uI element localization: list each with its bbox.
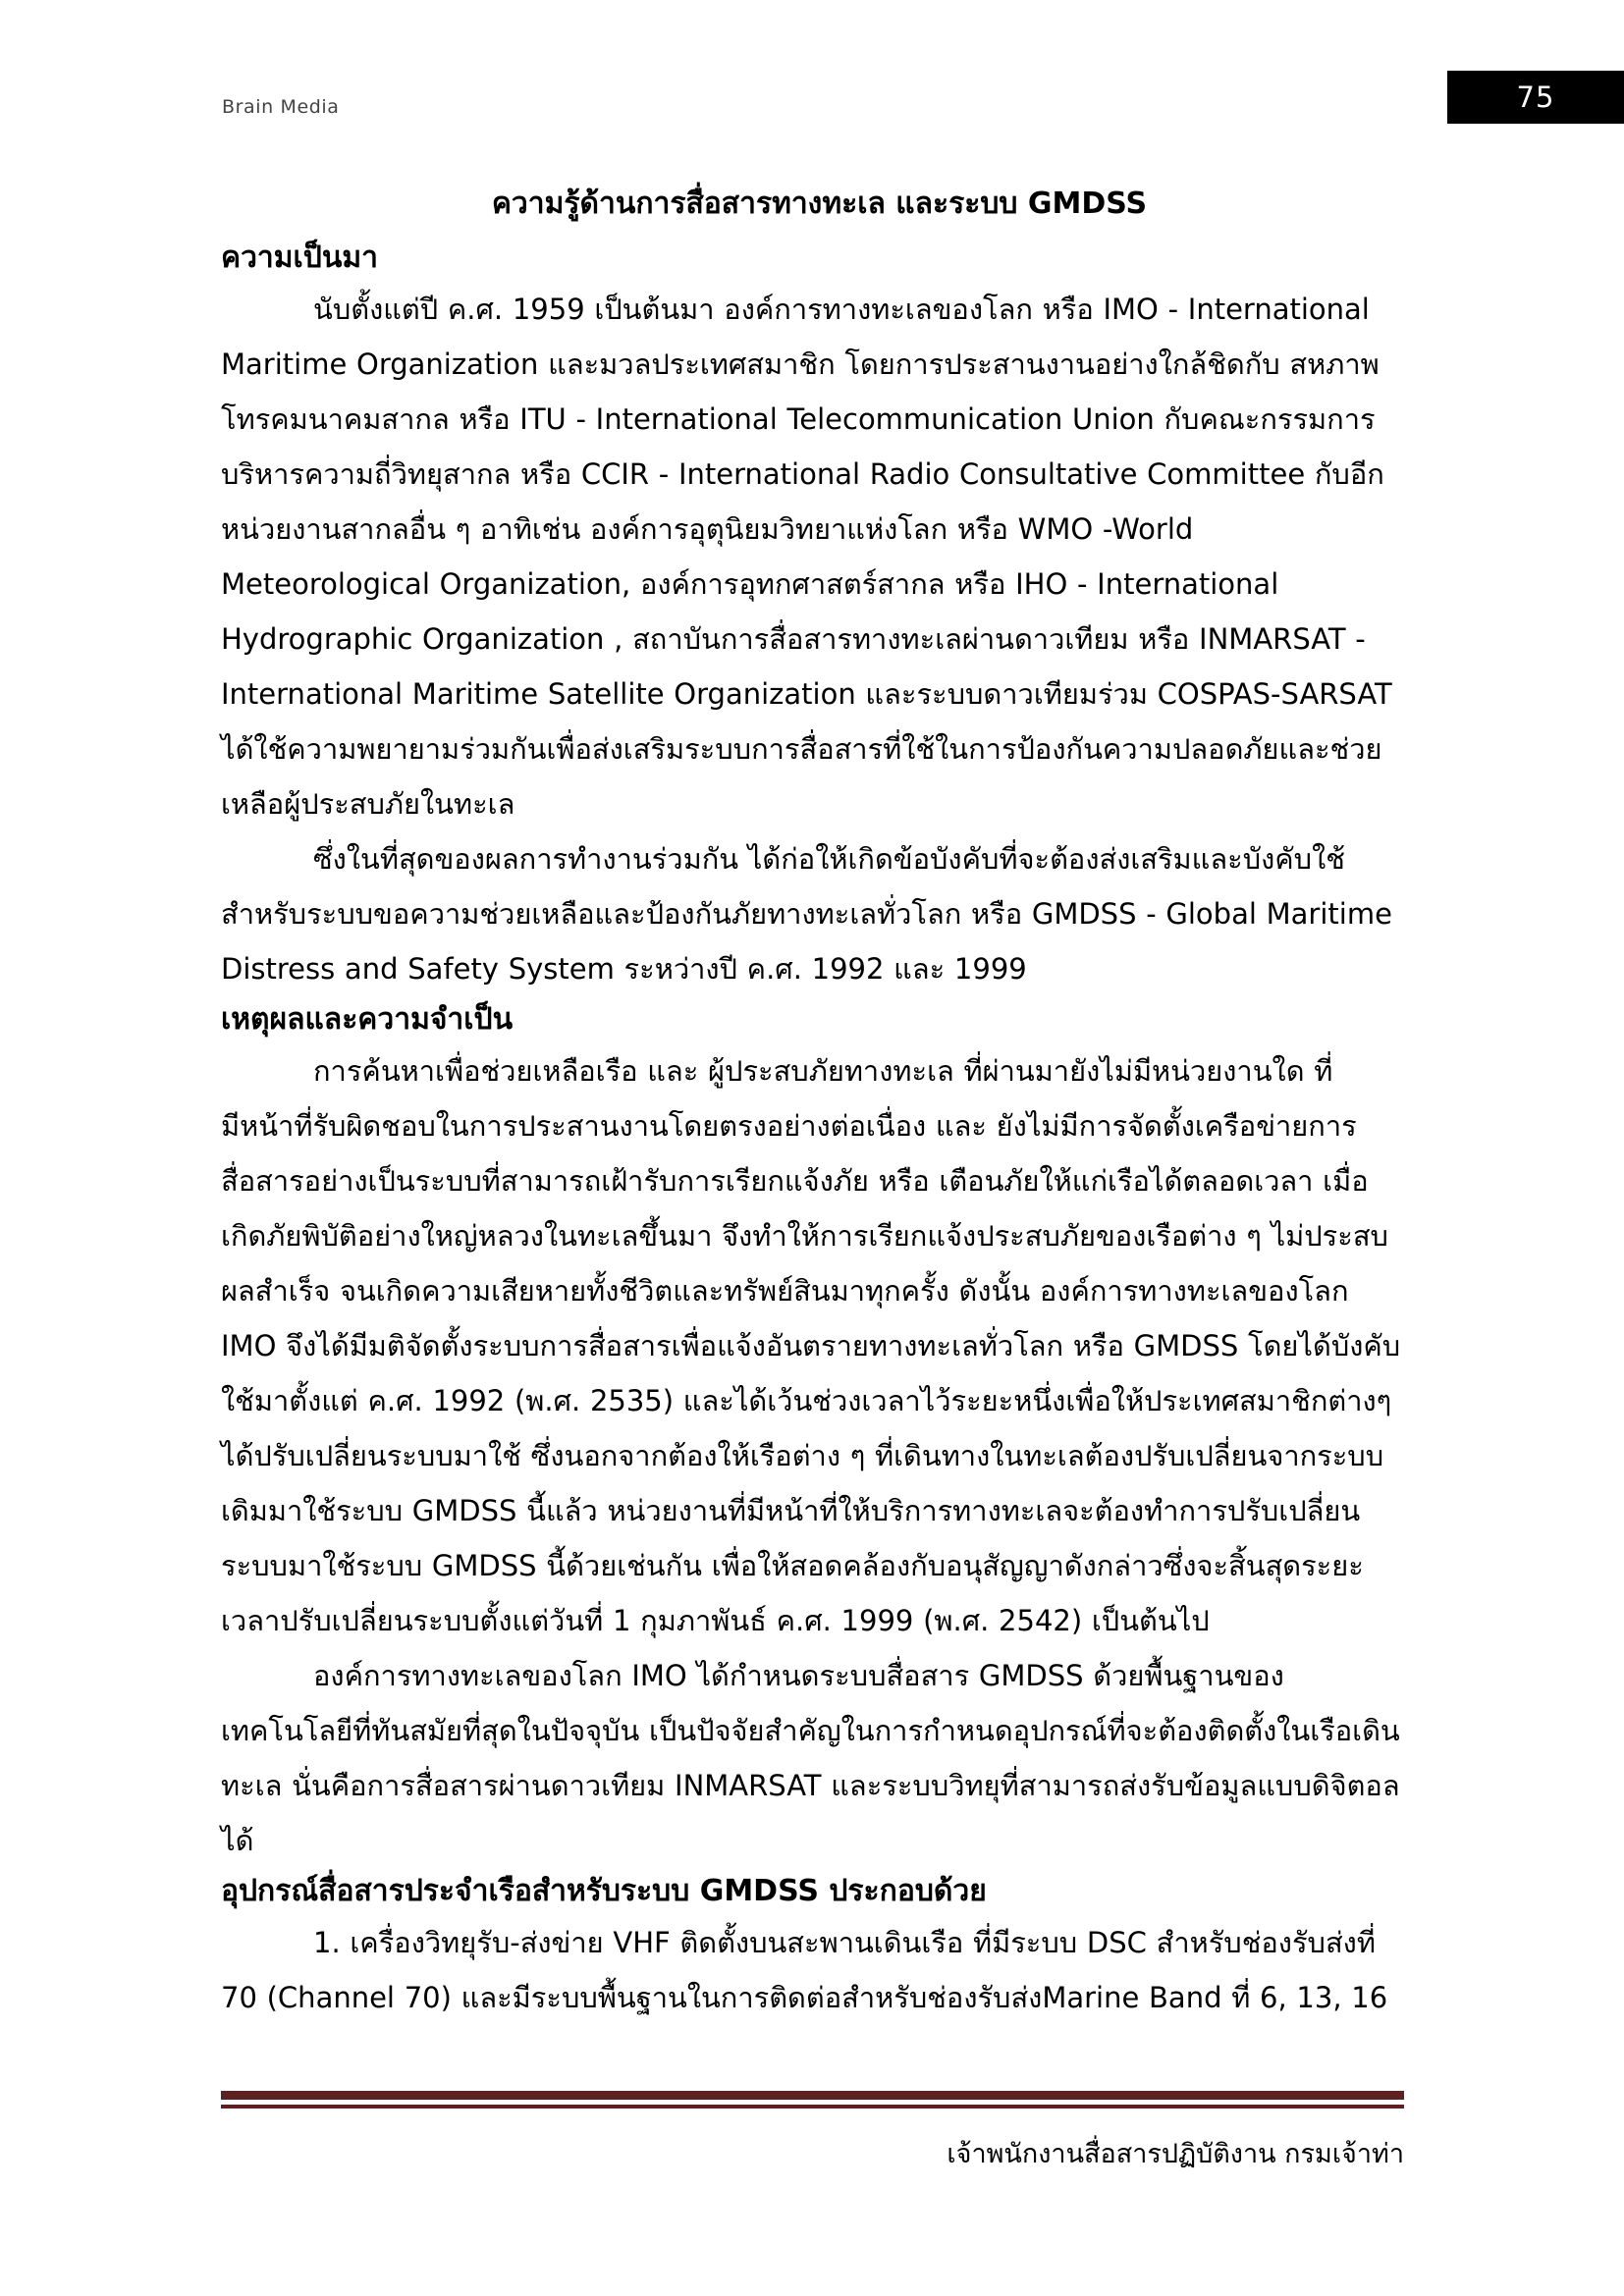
paragraph xyxy=(221,831,1404,996)
document-body xyxy=(221,183,1404,2025)
header-brand-label: Brain Media xyxy=(222,96,340,118)
paragraph-text: ซึ่งในที่สุดของผลการทำงานร่วมกัน ได้ก่อให้เกิดข้อบังคับที่จะต้องส่งเสริมและบังคับใช้สำหรับระบบขอความช่วยเหลือและป้องกันภัยทางทะเลทั่วโลก หรือ GMDSS - Global Maritime Distress and Safety System ระหว่างปี ค.ศ. 1992 และ 1999 xyxy=(221,841,1392,986)
paragraph xyxy=(221,1648,1404,1868)
footer-attribution: เจ้าพนักงานสื่อสารปฏิบัติงาน กรมเจ้าท่า xyxy=(947,2139,1404,2169)
page-footer xyxy=(221,2091,1404,2174)
paragraph-text: การค้นหาเพื่อช่วยเหลือเรือ และ ผู้ประสบภัยทางทะเล ที่ผ่านมายังไม่มีหน่วยงานใด ที่มีหน้าที่รับผิดชอบในการประสานงานโดยตรงอย่างต่อเนื่อง และ ยังไม่มีการจัดตั้งเครือข่ายการสื่อสารอย่างเป็นระบบที่สามารถเฝ้ารับการเรียกแจ้งภัย หรือ เตือนภัยให้แก่เรือได้ตลอดเวลา เมื่อเกิดภัยพิบัติอย่างใหญ่หลวงในทะเลขึ้นมา จึงทำให้การเรียกแจ้งประสบภัยของเรือต่าง ๆ ไม่ประสบผลสำเร็จ จนเกิดความเสียหายทั้งชีวิตและทรัพย์สินมาทุกครั้ง ดังนั้น องค์การทางทะเลของโลก IMO จึงได้มีมติจัดตั้งระบบการสื่อสารเพื่อแจ้งอันตรายทางทะเลทั่วโลก หรือ GMDSS โดยได้บังคับใช้มาตั้งแต่ ค.ศ. 1992 (พ.ศ. 2535) และได้เว้นช่วงเวลาไว้ระยะหนึ่งเพื่อให้ประเทศสมาชิกต่างๆ ได้ปรับเปลี่ยนระบบมาใช้ ซึ่งนอกจากต้องให้เรือต่าง ๆ ที่เดินทางในทะเลต้องปรับเปลี่ยนจากระบบเดิมมาใช้ระบบ GMDSS นี้แล้ว หน่วยงานที่มีหน้าที่ให้บริการทางทะเลจะต้องทำการปรับเปลี่ยนระบบมาใช้ระบบ GMDSS นี้ด้วยเช่นกัน เพื่อให้สอดคล้องกับอนุสัญญาดังกล่าวซึ่งจะสิ้นสุดระยะเวลาปรับเปลี่ยนระบบตั้งแต่วันที่ 1 กุมภาพันธ์ ค.ศ. 1999 (พ.ศ. 2542) เป็นต้นไป xyxy=(221,1053,1401,1637)
footer-rule-thin xyxy=(221,2105,1404,2109)
paragraph xyxy=(221,282,1404,831)
list-item xyxy=(221,1915,1404,2025)
document-title: ความรู้ด้านการสื่อสารทางทะเล และระบบ GMDSS xyxy=(491,187,1148,221)
section-heading-equipment: อุปกรณ์สื่อสารประจำเรือสำหรับระบบ GMDSS ประกอบด้วย xyxy=(221,1873,987,1908)
list-item-text: 1. เครื่องวิทยุรับ-ส่งข่าย VHF ติดตั้งบนสะพานเดินเรือ ที่มีระบบ DSC สำหรับช่องรับส่งที่ 70 (Channel 70) และมีระบบพื้นฐานในการติดต่อสำหรับช่องรับส่งMarine Band ที่ 6, 13, 16 xyxy=(221,1925,1388,2014)
paragraph-text: องค์การทางทะเลของโลก IMO ได้กำหนดระบบสื่อสาร GMDSS ด้วยพื้นฐานของเทคโนโลยีที่ทันสมัยที่สุดในปัจจุบัน เป็นปัจจัยสำคัญในการกำหนดอุปกรณ์ที่จะต้องติดตั้งในเรือเดินทะเล นั่นคือการสื่อสารผ่านดาวเทียม INMARSAT และระบบวิทยุที่สามารถส่งรับข้อมูลแบบดิจิตอลได้ xyxy=(221,1658,1400,1857)
section-heading-rationale: เหตุผลและความจำเป็น xyxy=(221,1001,514,1037)
page-number-badge: 75 xyxy=(1447,71,1624,124)
footer-rule-thick xyxy=(221,2091,1404,2100)
page-header xyxy=(0,0,1624,147)
paragraph-text: นับตั้งแต่ปี ค.ศ. 1959 เป็นต้นมา องค์การทางทะเลของโลก หรือ IMO - International Maritime Organization และมวลประเทศสมาชิก โดยการประสานงานอย่างใกล้ชิดกับ สหภาพโทรคมนาคมสากล หรือ ITU - International Telecommunication Union กับคณะกรรมการบริหารความถี่วิทยุสากล หรือ CCIR - International Radio Consultative Committee กับอีกหน่วยงานสากลอื่น ๆ อาทิเช่น องค์การอุตุนิยมวิทยาแห่งโลก หรือ WMO -World Meteorological Organization, องค์การอุทกศาสตร์สากล หรือ IHO - International Hydrographic Organization , สถาบันการสื่อสารทางทะเลผ่านดาวเทียม หรือ INMARSAT - International Maritime Satellite Organization และระบบดาวเทียมร่วม COSPAS-SARSAT ได้ใช้ความพยายามร่วมกันเพื่อส่งเสริมระบบการสื่อสารที่ใช้ในการป้องกันความปลอดภัยและช่วยเหลือผู้ประสบภัยในทะเล xyxy=(221,292,1392,821)
section-heading-background: ความเป็นมา xyxy=(221,240,378,275)
paragraph xyxy=(221,1043,1404,1648)
